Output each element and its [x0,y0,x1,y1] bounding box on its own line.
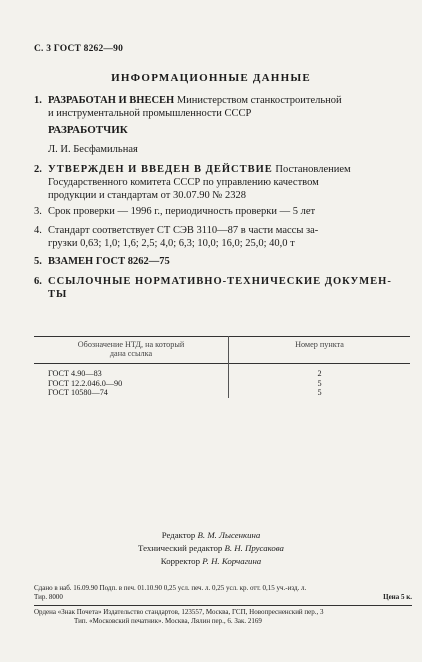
developer-heading: РАЗРАБОТЧИК [48,124,128,136]
section-title: ИНФОРМАЦИОННЫЕ ДАННЫЕ [111,72,311,84]
imprint-footer [34,584,412,626]
imprint-line-circulation: Тир. 8000 Цена 5 к. [34,593,412,601]
developer-name: Л. И. Бесфамильная [48,144,138,155]
imprint-publisher: Ордена «Знак Почета» Издательство стандартов, 123557, Москва, ГСП, Новопресненский пер., 3 [34,608,324,616]
item-3 [34,205,410,218]
imprint-divider [34,605,412,606]
item-text: Стандарт соответствует СТ СЭВ 3110—87 в части массы за- [48,225,319,236]
item-number: 3. [34,206,42,217]
clause-cell: 5 [317,388,322,397]
item-1 [34,94,410,120]
developer-block [34,124,410,137]
clause-cell: 2 [317,369,322,378]
ntd-cell: ГОСТ 12.2.046.0—90 [34,379,229,389]
ntd-cell: ГОСТ 10580—74 [34,388,229,398]
item-number: 5. [34,256,42,267]
item-text-cont: ТЫ [48,289,68,300]
item-5 [34,255,410,268]
table-row [34,388,410,398]
credits-corrector: Корректор Р. Н. Корчагина [160,556,262,566]
item-text-cont: грузки 0,63; 1,0; 1,6; 2,5; 4,0; 6,3; 10,0; 16,0; 25,0; 40,0 т [48,238,295,249]
item-lead: РАЗРАБОТАН И ВНЕСЕН [48,95,175,106]
page-header: С. 3 ГОСТ 8262—90 [34,44,124,54]
item-text-cont: Государственного комитета СССР по управлению качеством [48,177,319,188]
item-text-cont: продукции и стандартам от 30.07.90 № 2328 [48,190,246,201]
table-row [34,364,410,379]
item-text: ВЗАМЕН ГОСТ 8262—75 [48,256,170,267]
item-number: 4. [34,225,42,236]
item-6 [34,275,410,301]
item-text: Министерством станкостроительной [174,95,342,106]
item-number: 1. [34,95,42,106]
col-ntd-header: Обозначение НТД, на который дана ссылка [34,337,229,364]
ntd-cell: ГОСТ 4.90—83 [34,364,229,379]
item-text: Постановлением [272,164,351,175]
col-clause-header: Номер пункта [295,340,344,349]
item-number: 6. [34,276,42,287]
item-text: Срок проверки — 1996 г., периодичность проверки — 5 лет [48,206,316,217]
table-header-row [34,337,410,364]
item-text: ССЫЛОЧНЫЕ НОРМАТИВНО-ТЕХНИЧЕСКИЕ ДОКУМЕН- [48,276,392,287]
item-number: 2. [34,164,42,175]
item-lead: УТВЕРЖДЕН И ВВЕДЕН В ДЕЙСТВИЕ [48,164,273,175]
item-4 [34,224,410,250]
reference-table [34,336,410,398]
item-2 [34,163,410,202]
table-row [34,379,410,389]
imprint-printer: Тип. «Московский печатник». Москва, Лялин пер., 6. Зак. 2169 [74,617,262,625]
price-label: Цена 5 к. [383,593,412,601]
credits-tech-editor: Технический редактор В. Н. Прусакова [138,543,284,553]
credits-editor: Редактор В. М. Лысенкина [161,530,261,540]
item-text-cont: и инструментальной промышленности СССР [48,108,252,119]
developer-name-row [34,143,410,156]
imprint-line: Сдано в наб. 16.09.90 Подп. в печ. 01.10.90 0,25 усл. печ. л. 0,25 усл. кр. отт. 0,15 уч.-изд. л. [34,584,307,592]
clause-cell: 5 [317,378,322,388]
